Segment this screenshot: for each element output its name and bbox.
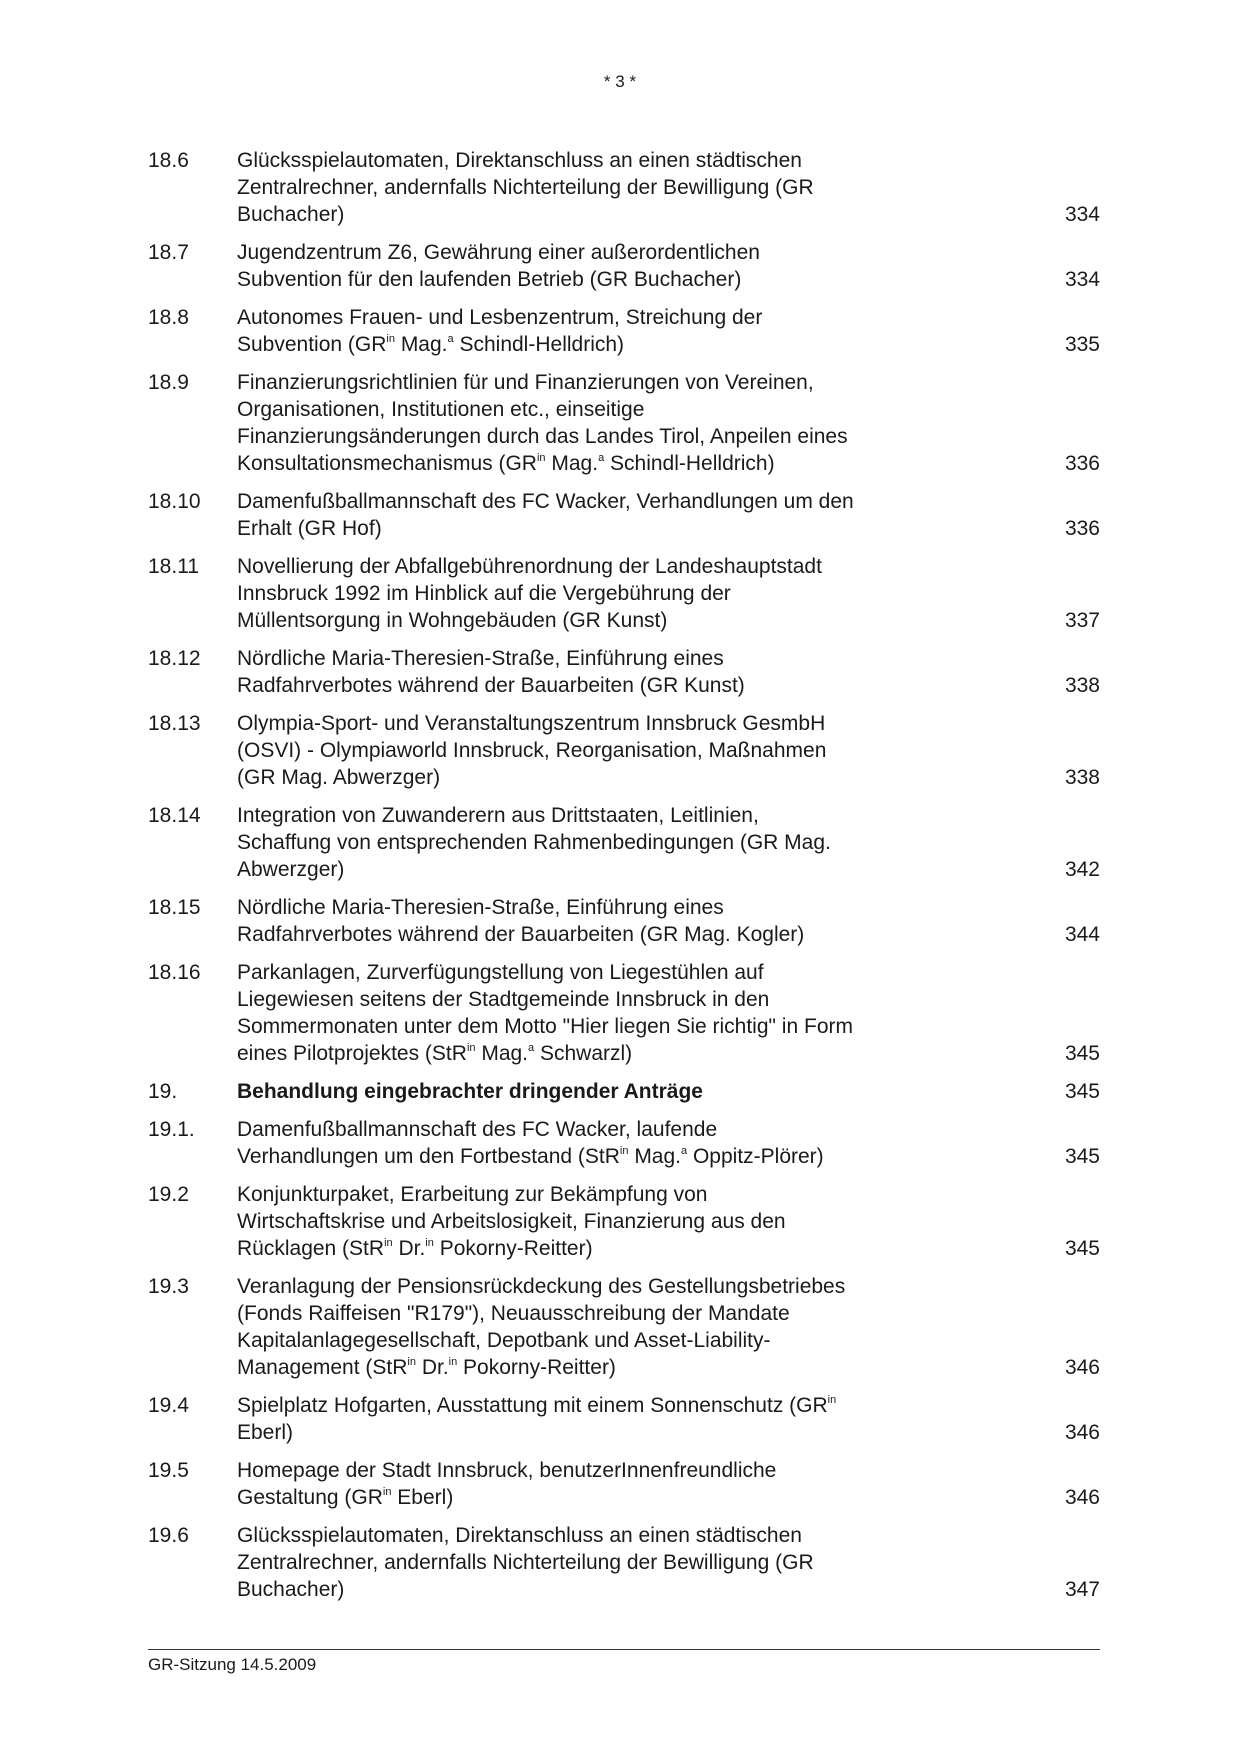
toc-entry-title-line: Buchacher): [237, 1578, 345, 1601]
table-of-contents: [148, 147, 1100, 1614]
toc-entry-number: 19.6: [148, 1524, 189, 1547]
toc-entry-title: [237, 1181, 937, 1262]
toc-entry: [148, 488, 1100, 542]
toc-entry-title-line: Konjunkturpaket, Erarbeitung zur Bekämpfung von: [237, 1183, 708, 1206]
toc-entry-title: [237, 1116, 937, 1170]
toc-entry-title-line: Parkanlagen, Zurverfügungstellung von Liegestühlen auf: [237, 961, 764, 984]
toc-entry-title-line: Radfahrverbotes während der Bauarbeiten (GR Mag. Kogler): [237, 923, 805, 946]
toc-entry-number: 18.14: [148, 804, 201, 827]
toc-entry-number: 18.11: [148, 555, 199, 578]
toc-entry-title-line: Radfahrverbotes während der Bauarbeiten (GR Kunst): [237, 674, 745, 697]
toc-entry-title-line: Rücklagen (StR$^{in}$ Dr.$^{in}$ Pokorny-Reitter): [237, 1237, 593, 1260]
toc-entry-number: 19.3: [148, 1275, 189, 1298]
toc-entry-page: 338: [1064, 674, 1100, 697]
toc-entry-title: [237, 1522, 937, 1603]
toc-entry-title-line: Finanzierungsrichtlinien für und Finanzierungen von Vereinen,: [237, 371, 814, 394]
toc-entry-page: 344: [1064, 923, 1100, 946]
toc-entry-title-line: Behandlung eingebrachter dringender Anträge: [237, 1080, 703, 1103]
toc-entry-number: 18.15: [148, 896, 201, 919]
toc-entry-title-line: Kapitalanlagegesellschaft, Depotbank und Asset-Liability-: [237, 1329, 771, 1352]
toc-entry-number: 18.12: [148, 647, 201, 670]
toc-entry-title-line: Zentralrechner, andernfalls Nichterteilung der Bewilligung (GR: [237, 1551, 814, 1574]
toc-entry-number: 18.7: [148, 241, 189, 264]
toc-entry-page: 336: [1064, 452, 1100, 475]
toc-entry: [148, 553, 1100, 634]
toc-entry-title-line: Glücksspielautomaten, Direktanschluss an einen städtischen: [237, 1524, 802, 1547]
toc-entry-title-line: (OSVI) - Olympiaworld Innsbruck, Reorganisation, Maßnahmen: [237, 739, 827, 762]
toc-entry-page: 345: [1064, 1145, 1100, 1168]
toc-entry-title-line: Integration von Zuwanderern aus Drittstaaten, Leitlinien,: [237, 804, 759, 827]
toc-entry-title: [237, 553, 937, 634]
toc-entry: [148, 1273, 1100, 1381]
toc-entry-title: [237, 710, 937, 791]
toc-entry-title: [237, 369, 937, 477]
toc-entry-number: 18.9: [148, 371, 189, 394]
toc-entry-title-line: Konsultationsmechanismus ($GR^{in}$ Mag.$^a$ Schindl-Helldrich): [237, 452, 775, 475]
toc-entry-title-line: Jugendzentrum Z6, Gewährung einer außerordentlichen: [237, 241, 760, 264]
toc-entry-title-line: Olympia-Sport- und Veranstaltungszentrum Innsbruck GesmbH: [237, 712, 826, 735]
toc-entry: [148, 239, 1100, 293]
page-number: * 3 *: [603, 72, 637, 91]
toc-entry-number: 19.1.: [148, 1118, 195, 1141]
toc-entry-title-line: Zentralrechner, andernfalls Nichterteilung der Bewilligung (GR: [237, 176, 814, 199]
toc-entry: [148, 1457, 1100, 1511]
toc-entry-title-line: Spielplatz Hofgarten, Ausstattung mit einem Sonnenschutz ($GR^{in}$: [237, 1394, 837, 1417]
toc-entry: [148, 1392, 1100, 1446]
toc-entry-title-line: Nördliche Maria-Theresien-Straße, Einführung eines: [237, 896, 724, 919]
toc-entry-title-line: eines Pilotprojektes (StR$^{in}$ Mag.$^a$ Schwarzl): [237, 1042, 633, 1065]
toc-entry-title: [237, 239, 937, 293]
toc-entry-number: 18.8: [148, 306, 189, 329]
toc-entry-page: 337: [1064, 609, 1100, 632]
footer-session-date: GR-Sitzung 14.5.2009: [148, 1655, 317, 1674]
toc-entry-title-line: Eberl): [237, 1421, 294, 1444]
toc-entry-title: [237, 1273, 937, 1381]
toc-entry-title: [237, 304, 937, 358]
toc-entry-title: [237, 147, 937, 228]
toc-entry-title-line: (Fonds Raiffeisen "R179"), Neuausschreibung der Mandate: [237, 1302, 790, 1325]
toc-entry-page: 345: [1064, 1080, 1100, 1103]
toc-entry-title-line: Müllentsorgung in Wohngebäuden (GR Kunst): [237, 609, 668, 632]
toc-entry-title-line: Innsbruck 1992 im Hinblick auf die Vergebührung der: [237, 582, 731, 605]
toc-entry-title-line: Management (StR$^{in}$ Dr.$^{in}$ Pokorny-Reitter): [237, 1356, 616, 1379]
toc-entry-title-line: Wirtschaftskrise und Arbeitslosigkeit, Finanzierung aus den: [237, 1210, 786, 1233]
toc-entry: [148, 894, 1100, 948]
toc-entry: [148, 304, 1100, 358]
toc-entry-title-line: Finanzierungsänderungen durch das Landes Tirol, Anpeilen eines: [237, 425, 848, 448]
toc-entry-title: [237, 488, 937, 542]
toc-entry: [148, 1116, 1100, 1170]
toc-entry: [148, 710, 1100, 791]
toc-entry: [148, 147, 1100, 228]
toc-entry-page: 334: [1064, 268, 1100, 291]
toc-entry: [148, 369, 1100, 477]
toc-entry: [148, 1181, 1100, 1262]
toc-entry-page: 346: [1064, 1421, 1100, 1444]
toc-entry-title-line: Abwerzger): [237, 858, 345, 881]
toc-entry-title-line: Organisationen, Institutionen etc., einseitige: [237, 398, 645, 421]
toc-entry-page: 346: [1064, 1486, 1100, 1509]
toc-entry-page: 345: [1064, 1042, 1100, 1065]
toc-entry: [148, 645, 1100, 699]
toc-entry-number: 19.4: [148, 1394, 189, 1417]
toc-entry-number: 19.: [148, 1080, 178, 1103]
toc-entry-title-line: Liegewiesen seitens der Stadtgemeinde Innsbruck in den: [237, 988, 770, 1011]
toc-entry-title-line: Schaffung von entsprechenden Rahmenbedingungen (GR Mag.: [237, 831, 831, 854]
toc-entry-page: 345: [1064, 1237, 1100, 1260]
toc-entry-title-line: Subvention ($GR^{in}$ Mag.$^a$ Schindl-Helldrich): [237, 333, 625, 356]
toc-entry-title: [237, 802, 937, 883]
toc-entry-title-line: Buchacher): [237, 203, 345, 226]
toc-entry: [148, 1078, 1100, 1105]
toc-entry-title-line: Damenfußballmannschaft des FC Wacker, Verhandlungen um den: [237, 490, 854, 513]
toc-entry-title-line: (GR Mag. Abwerzger): [237, 766, 441, 789]
toc-entry-title: [237, 645, 937, 699]
toc-entry-page: 335: [1064, 333, 1100, 356]
toc-entry-title-line: Subvention für den laufenden Betrieb (GR Buchacher): [237, 268, 742, 291]
toc-entry-page: 338: [1064, 766, 1100, 789]
toc-entry-title-line: Homepage der Stadt Innsbruck, benutzerInnenfreundliche: [237, 1459, 777, 1482]
toc-entry-number: 18.10: [148, 490, 201, 513]
toc-entry-title: [237, 1392, 937, 1446]
toc-entry: [148, 802, 1100, 883]
toc-entry-title-line: Autonomes Frauen- und Lesbenzentrum, Streichung der: [237, 306, 763, 329]
toc-entry-title-line: Erhalt (GR Hof): [237, 517, 382, 540]
toc-entry-title-line: Novellierung der Abfallgebührenordnung der Landeshauptstadt: [237, 555, 822, 578]
toc-entry-title-line: Gestaltung ($GR^{in}$ Eberl): [237, 1486, 454, 1509]
toc-entry-title-line: Nördliche Maria-Theresien-Straße, Einführung eines: [237, 647, 724, 670]
toc-entry-title: [237, 1078, 937, 1105]
toc-entry-number: 19.5: [148, 1459, 189, 1482]
toc-entry-number: 18.16: [148, 961, 201, 984]
toc-entry-title: [237, 894, 937, 948]
toc-entry-title-line: Sommermonaten unter dem Motto "Hier liegen Sie richtig" in Form: [237, 1015, 853, 1038]
toc-entry-title-line: Veranlagung der Pensionsrückdeckung des Gestellungsbetriebes: [237, 1275, 846, 1298]
toc-entry-title: [237, 1457, 937, 1511]
toc-entry-title-line: Damenfußballmannschaft des FC Wacker, laufende: [237, 1118, 718, 1141]
toc-entry-page: 347: [1064, 1578, 1100, 1601]
toc-entry-number: 18.6: [148, 149, 189, 172]
toc-entry-page: 336: [1064, 517, 1100, 540]
toc-entry-title: [237, 959, 937, 1067]
toc-entry-page: 334: [1064, 203, 1100, 226]
toc-entry-title-line: Glücksspielautomaten, Direktanschluss an einen städtischen: [237, 149, 802, 172]
toc-entry-page: 346: [1064, 1356, 1100, 1379]
toc-entry: [148, 959, 1100, 1067]
toc-entry-number: 19.2: [148, 1183, 189, 1206]
footer-divider: [148, 1649, 1100, 1650]
toc-entry: [148, 1522, 1100, 1603]
toc-entry-number: 18.13: [148, 712, 201, 735]
toc-entry-page: 342: [1064, 858, 1100, 881]
toc-entry-title-line: Verhandlungen um den Fortbestand (StR$^{in}$ Mag.$^a$ Oppitz-Plörer): [237, 1145, 824, 1168]
